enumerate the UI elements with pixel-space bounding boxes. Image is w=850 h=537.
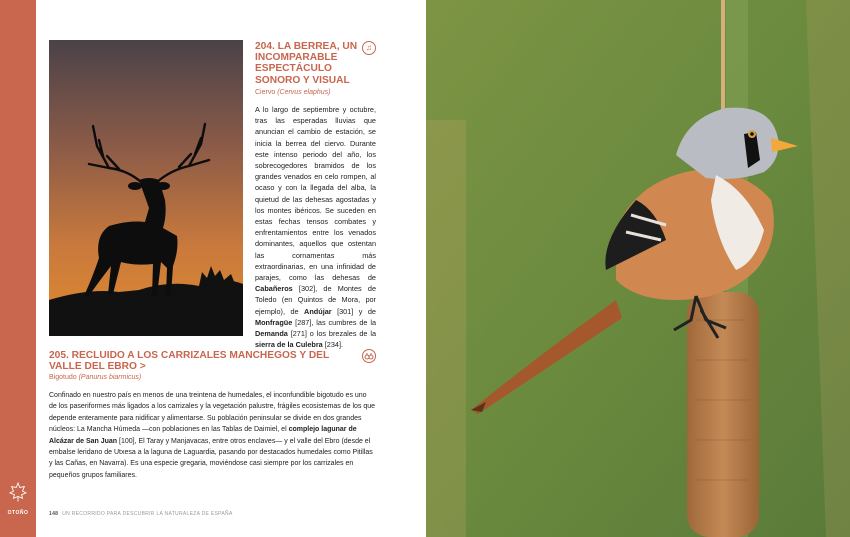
body-text: [301] y de (331, 306, 376, 316)
place-name: sierra de la Culebra (255, 340, 323, 350)
leaf-icon (9, 482, 27, 502)
article-title: 204. LA BERREA, UN INCOMPARABLE ESPECTÁCULO SONORO Y VISUAL (255, 41, 358, 86)
species-common: Bigotudo (49, 374, 77, 381)
music-icon: ♫ (362, 41, 376, 55)
place-name: Andújar (304, 306, 332, 316)
binoculars-icon (362, 349, 376, 363)
place-name: Cabañeros (255, 284, 293, 294)
body-text: [234]. (322, 340, 344, 350)
page-footer (49, 511, 233, 517)
body-text: [302], de Montes de Toledo (en Quintos de Mora, por ejemplo), de (255, 284, 376, 316)
body-text: Confinado en nuestro país en menos de una treintena de humedales, el inconfundible bigotudo es uno de los paseriformes más ligados a los carrizales y la vegetación palustre, frágiles ecosistemas de los que depende enteramente para nidificar y alimentarse. Su población peninsular se divide en dos grandes núcleos: La Mancha Húmeda —con poblaciones en las Tablas de Daimiel, el (49, 392, 376, 434)
article-title: 205. RECLUIDO A LOS CARRIZALES MANCHEGOS Y DEL VALLE DEL EBRO > (49, 350, 330, 373)
species-name (255, 89, 331, 96)
book-title: UN RECORRIDO PARA DESCUBRIR LA NATURALEZA DE ESPAÑA (62, 511, 233, 517)
body-text: [100], El Taray y Manjavacas, entre otros enclaves— y el valle del Ebro (desde el embalse leridano de Utxesa a la laguna de Laguardia, pasando por destacados humedales como Pitillas y las Cañas, en Navarra). Es una especie gregaria, moviéndose casi siempre por los carrizales en pequeños grupos familiares. (49, 437, 373, 479)
species-name (49, 374, 141, 381)
place-name: complejo lagunar de Alcázar de San Juan (49, 426, 357, 445)
body-text: [271] o los brezales de la (287, 329, 376, 339)
species-latin: (Cervus elaphus) (277, 89, 331, 96)
species-common: Ciervo (255, 89, 276, 96)
deer-silhouette-photo (49, 40, 243, 336)
season-label: OTOÑO (7, 510, 29, 516)
body-text: [287], las cumbres de la (292, 317, 376, 327)
article-body (255, 104, 376, 350)
bearded-reedling-photo (426, 0, 850, 537)
species-latin: (Panurus biarmicus) (78, 374, 142, 381)
page-number: 148 (49, 511, 59, 517)
place-name: Monfragüe (255, 317, 293, 327)
sidebar-band (0, 0, 36, 537)
body-text: A lo largo de septiembre y octubre, tras las esperadas lluvias que anuncian el cambio de estación, se inicia la berrea del ciervo. Durante este intenso periodo del año, los sobrecogedores bramidos de los grandes venados en celo rompen, al ocaso y con la llegada del alba, la quietud de las dehesas agostadas y los montes ibéricos. Se suceden en estas fechas tensos combates y enfrentamientos entre los venados dominantes, aquellos que ostentan las cornamentas más extraordinarias, en una infinidad de parajes, como las dehesas de (255, 105, 376, 283)
article-body (49, 390, 376, 481)
left-page (36, 0, 426, 537)
place-name: Demanda (255, 329, 288, 339)
